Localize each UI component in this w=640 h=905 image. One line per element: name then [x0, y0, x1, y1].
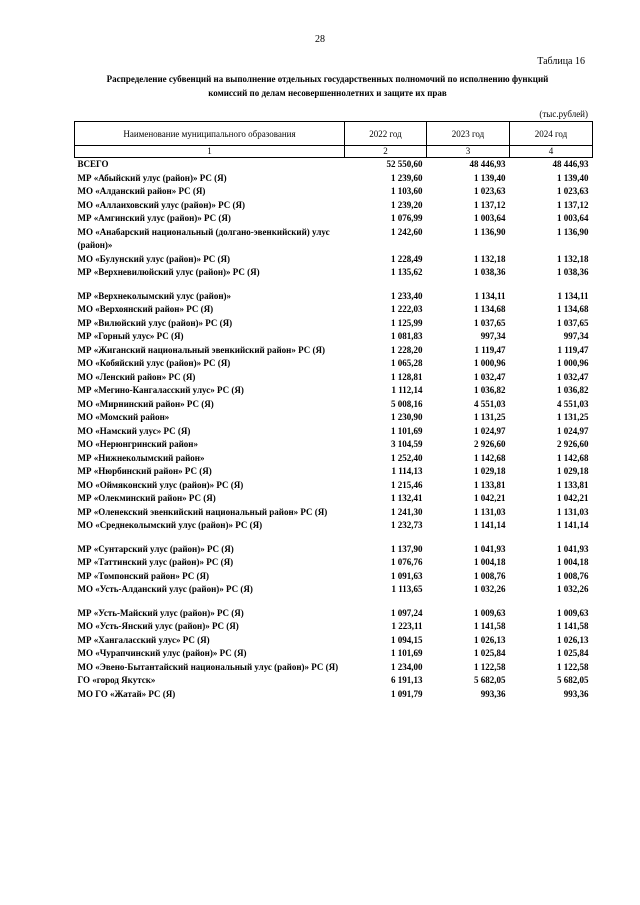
value-2024: 4 551,03 — [557, 398, 589, 409]
municipality-name: МР «Таттинский улус (район)» РС (Я) — [77, 557, 234, 567]
value-2023: 1 131,03 — [474, 506, 506, 517]
value-2023: 1 041,93 — [474, 543, 506, 554]
value-2024: 1 134,68 — [557, 304, 589, 314]
municipality-name: МР «Жиганский национальный эвенкийский район» РС (Я) — [77, 344, 325, 355]
table-row — [75, 492, 593, 506]
value-2024: 1 133,81 — [557, 479, 589, 490]
col-number-2: 2 — [345, 146, 427, 158]
value-2022: 1 128,81 — [391, 371, 423, 382]
table-row — [75, 212, 593, 226]
value-2024: 1 141,14 — [557, 520, 589, 530]
municipality-name: МО «Среднеколымский улус (район)» РС (Я) — [77, 520, 263, 530]
value-2024: 997,34 — [563, 331, 589, 341]
value-2022: 1 132,41 — [391, 493, 423, 503]
value-2024: 5 682,05 — [557, 675, 589, 685]
municipality-name: МР «Оленекский эвенкийский национальный район» РС (Я) — [77, 506, 328, 517]
table-row — [75, 465, 593, 479]
municipality-name: МР «Горный улус» РС (Я) — [77, 331, 184, 341]
value-2022: 1 103,60 — [391, 186, 423, 196]
value-2024: 1 032,26 — [557, 584, 589, 594]
value-2022: 5 008,16 — [391, 398, 423, 409]
municipality-name: МО ГО «Жатай» РС (Я) — [77, 688, 176, 699]
value-2022: 1 222,03 — [391, 304, 423, 314]
value-2023: 1 042,21 — [474, 493, 506, 503]
municipality-name: МР «Верхневилюйский улус (район)» РС (Я) — [77, 267, 260, 277]
municipality-name: МР «Нижнеколымский район» — [77, 452, 205, 463]
value-2024: 1 008,76 — [557, 570, 589, 581]
municipality-name: МО «Алданский район» РС (Я) — [77, 186, 206, 196]
municipality-name: МР «Томпонский район» РС (Я) — [77, 570, 209, 581]
value-2022: 1 228,20 — [391, 344, 423, 355]
header-row — [75, 122, 593, 146]
value-2023: 1 024,97 — [474, 425, 506, 436]
col-number-1: 1 — [75, 146, 345, 158]
municipality-name: МР «Абыйский улус (район)» РС (Я) — [77, 172, 227, 183]
table-row — [75, 371, 593, 385]
value-2024: 2 926,60 — [557, 439, 589, 449]
value-2023: 1 032,26 — [474, 584, 506, 594]
value-2023: 1 131,25 — [474, 412, 506, 422]
value-2023: 1 038,36 — [474, 267, 506, 277]
table-number: Таблица 16 — [537, 56, 585, 67]
value-2024: 1 000,96 — [557, 358, 589, 368]
value-2022: 1 113,65 — [391, 584, 423, 594]
municipality-name: МР «Усть-Майский улус (район)» РС (Я) — [77, 607, 244, 618]
table-body — [75, 158, 593, 702]
value-2023: 1 025,84 — [474, 648, 506, 658]
table-row — [75, 570, 593, 584]
table-row — [75, 357, 593, 371]
table-row — [75, 452, 593, 466]
header-2024: 2024 год — [510, 122, 593, 146]
value-2022: 1 230,90 — [391, 412, 423, 422]
value-2024: 1 004,18 — [557, 557, 589, 567]
municipality-name: МО «Усть-Янский улус (район)» РС (Я) — [77, 621, 239, 631]
value-2022: 1 137,90 — [391, 543, 423, 554]
table-row — [75, 290, 593, 304]
value-2023: 993,36 — [480, 688, 506, 699]
value-2023: 1 026,13 — [474, 634, 506, 645]
value-2022: 1 091,79 — [391, 688, 423, 699]
value-2022: 1 232,73 — [391, 520, 423, 530]
value-2022: 1 076,99 — [391, 213, 423, 223]
value-2023: 1 004,18 — [474, 557, 506, 567]
table-row — [75, 519, 593, 533]
value-2024: 1 131,25 — [557, 412, 589, 422]
table-row — [75, 674, 593, 688]
value-2023: 1 134,11 — [474, 290, 506, 301]
value-2023: 1 032,47 — [474, 371, 506, 382]
value-2024: 1 003,64 — [557, 213, 589, 223]
table-row — [75, 543, 593, 557]
table-row — [75, 506, 593, 520]
municipality-name: МО «Момский район» — [77, 412, 170, 422]
value-2022: 1 065,28 — [391, 358, 423, 368]
value-2023: 1 036,82 — [474, 385, 506, 395]
value-2022: 1 081,83 — [391, 331, 423, 341]
table-row — [75, 411, 593, 425]
spacer-row — [75, 597, 593, 607]
municipality-name: МО «Мирнинский район» РС (Я) — [77, 398, 214, 409]
value-2022: 1 091,63 — [391, 570, 423, 581]
value-2024: 1 139,40 — [557, 172, 589, 183]
table-row — [75, 647, 593, 661]
value-2022: 1 223,11 — [391, 621, 423, 631]
document-title — [60, 72, 595, 100]
value-2022: 1 234,00 — [391, 661, 423, 672]
value-2022: 1 097,24 — [391, 607, 423, 618]
value-2022: 1 241,30 — [391, 506, 423, 517]
title-line-1: Распределение субвенций на выполнение отдельных государственных полномочий по исполнению функций — [106, 74, 549, 84]
value-2023: 1 141,14 — [474, 520, 506, 530]
header-2022: 2022 год — [345, 122, 427, 146]
municipality-name: МР «Олекминский район» РС (Я) — [77, 493, 216, 503]
value-2024: 1 137,12 — [557, 199, 589, 210]
value-2023: 1 119,47 — [474, 344, 506, 355]
table-row — [75, 607, 593, 621]
table-row — [75, 661, 593, 675]
col-number-3: 3 — [427, 146, 510, 158]
units-label: (тыс.рублей) — [539, 109, 588, 119]
table-row — [75, 384, 593, 398]
value-2022: 3 104,59 — [391, 439, 423, 449]
col-number-4: 4 — [510, 146, 593, 158]
spacer-row — [75, 533, 593, 543]
municipality-name: МО «Кобяйский улус (район)» РС (Я) — [77, 358, 231, 368]
header-2023: 2023 год — [427, 122, 510, 146]
value-2023: 1 139,40 — [474, 172, 506, 183]
value-2024: 1 132,18 — [557, 253, 589, 264]
value-2024: 1 037,65 — [557, 317, 589, 328]
municipality-name: МР «Вилюйский улус (район)» РС (Я) — [77, 317, 233, 328]
value-2024: 1 119,47 — [557, 344, 589, 355]
spacer-row — [75, 280, 593, 290]
table-row — [75, 226, 593, 253]
page-number: 28 — [315, 34, 325, 45]
value-2024: 1 036,82 — [557, 385, 589, 395]
value-2024: 1 131,03 — [557, 506, 589, 517]
value-2023: 1 141,58 — [474, 621, 506, 631]
value-2024: 1 142,68 — [557, 452, 589, 463]
table-row — [75, 317, 593, 331]
municipality-name: МО «Верхоянский район» РС (Я) — [77, 304, 214, 314]
total-row — [75, 158, 593, 172]
municipality-name: МО «Намский улус» РС (Я) — [77, 425, 191, 436]
municipality-name: МО «Аллаиховский улус (район)» РС (Я) — [77, 199, 245, 210]
municipality-name: МР «Амгинский улус (район)» РС (Я) — [77, 213, 231, 223]
value-2022: 1 239,20 — [391, 199, 423, 210]
table-row — [75, 398, 593, 412]
value-2023: 1 142,68 — [474, 452, 506, 463]
value-2023: 4 551,03 — [474, 398, 506, 409]
subsidy-table — [74, 121, 593, 701]
table-row — [75, 199, 593, 213]
value-2024: 1 032,47 — [557, 371, 589, 382]
value-2024: 1 041,93 — [557, 543, 589, 554]
value-2023: 1 133,81 — [474, 479, 506, 490]
column-number-row — [75, 146, 593, 158]
value-2023: 1 122,58 — [474, 661, 506, 672]
value-2024: 1 122,58 — [557, 661, 589, 672]
municipality-name: МО «Ленский район» РС (Я) — [77, 371, 196, 382]
table-row — [75, 253, 593, 267]
value-2024: 1 025,84 — [557, 648, 589, 658]
table-row — [75, 634, 593, 648]
table-row — [75, 330, 593, 344]
value-2022: 1 094,15 — [391, 634, 423, 645]
table-row — [75, 620, 593, 634]
value-2022: 1 228,49 — [391, 253, 423, 264]
municipality-name: МР «Хангаласский улус» РС (Я) — [77, 634, 210, 645]
municipality-name: ГО «город Якутск» — [77, 675, 156, 685]
value-2023: 1 134,68 — [474, 304, 506, 314]
value-2023: 1 023,63 — [474, 186, 506, 196]
value-2024: 1 023,63 — [557, 186, 589, 196]
value-2022: 1 135,62 — [391, 267, 423, 277]
municipality-name: МО «Усть-Алданский улус (район)» РС (Я) — [77, 584, 253, 594]
municipality-name: МР «Верхнеколымский улус (район)» — [77, 290, 232, 301]
value-2024: 1 029,18 — [557, 466, 589, 476]
spacer-cell — [75, 533, 593, 543]
municipality-name: МО «Оймяконский улус (район)» РС (Я) — [77, 479, 244, 490]
municipality-name: МР «Мегино-Кангаласский улус» РС (Я) — [77, 385, 244, 395]
value-2023: 1 000,96 — [474, 358, 506, 368]
municipality-name: МР «Сунтарский улус (район)» РС (Я) — [77, 543, 234, 554]
value-2023: 48 446,93 — [469, 159, 506, 169]
value-2022: 1 114,13 — [391, 466, 423, 476]
spacer-cell — [75, 280, 593, 290]
value-2022: 1 101,69 — [391, 425, 423, 436]
value-2024: 1 134,11 — [557, 290, 589, 301]
municipality-name: МО «Булунский улус (район)» РС (Я) — [77, 253, 231, 264]
value-2023: 1 009,63 — [474, 607, 506, 618]
municipality-name: ВСЕГО — [77, 159, 109, 169]
value-2023: 1 137,12 — [474, 199, 506, 210]
table-row — [75, 266, 593, 280]
table-row — [75, 303, 593, 317]
value-2023: 1 037,65 — [474, 317, 506, 328]
value-2022: 1 076,76 — [391, 557, 423, 567]
value-2023: 2 926,60 — [474, 439, 506, 449]
value-2024: 1 042,21 — [557, 493, 589, 503]
value-2022: 1 233,40 — [391, 290, 423, 301]
value-2022: 1 239,60 — [391, 172, 423, 183]
table-row — [75, 185, 593, 199]
municipality-name: МР «Нюрбинский район» РС (Я) — [77, 466, 212, 476]
value-2023: 1 008,76 — [474, 570, 506, 581]
table-row — [75, 425, 593, 439]
municipality-name: МО «Анабарский национальный (долгано-эвенкийский) улус (район)» — [77, 226, 330, 250]
value-2023: 5 682,05 — [474, 675, 506, 685]
value-2022: 1 125,99 — [391, 317, 423, 328]
table-row — [75, 344, 593, 358]
value-2024: 48 446,93 — [552, 159, 589, 169]
value-2022: 52 550,60 — [386, 159, 423, 169]
table-row — [75, 556, 593, 570]
value-2024: 993,36 — [563, 688, 589, 699]
value-2023: 997,34 — [480, 331, 506, 341]
value-2024: 1 141,58 — [557, 621, 589, 631]
header-name: Наименование муниципального образования — [75, 122, 345, 146]
table-row — [75, 688, 593, 702]
value-2024: 1 038,36 — [557, 267, 589, 277]
value-2023: 1 003,64 — [474, 213, 506, 223]
value-2023: 1 136,90 — [474, 226, 506, 237]
value-2023: 1 029,18 — [474, 466, 506, 476]
value-2024: 1 026,13 — [557, 634, 589, 645]
value-2024: 1 009,63 — [557, 607, 589, 618]
value-2022: 1 101,69 — [391, 648, 423, 658]
value-2023: 1 132,18 — [474, 253, 506, 264]
municipality-name: МО «Чурапчинский улус (район)» РС (Я) — [77, 648, 247, 658]
table-row — [75, 583, 593, 597]
table-row — [75, 172, 593, 186]
municipality-name: МО «Эвено-Бытантайский национальный улус (район)» РС (Я) — [77, 661, 339, 672]
table-row — [75, 479, 593, 493]
table-row — [75, 438, 593, 452]
value-2022: 6 191,13 — [391, 675, 423, 685]
value-2024: 1 024,97 — [557, 425, 589, 436]
value-2022: 1 242,60 — [391, 226, 423, 237]
value-2024: 1 136,90 — [557, 226, 589, 237]
value-2022: 1 215,46 — [391, 479, 423, 490]
value-2022: 1 252,40 — [391, 452, 423, 463]
title-line-2: комиссий по делам несовершеннолетних и защите их прав — [208, 88, 447, 98]
spacer-cell — [75, 597, 593, 607]
value-2022: 1 112,14 — [391, 385, 423, 395]
municipality-name: МО «Нерюнгринский район» — [77, 439, 198, 449]
